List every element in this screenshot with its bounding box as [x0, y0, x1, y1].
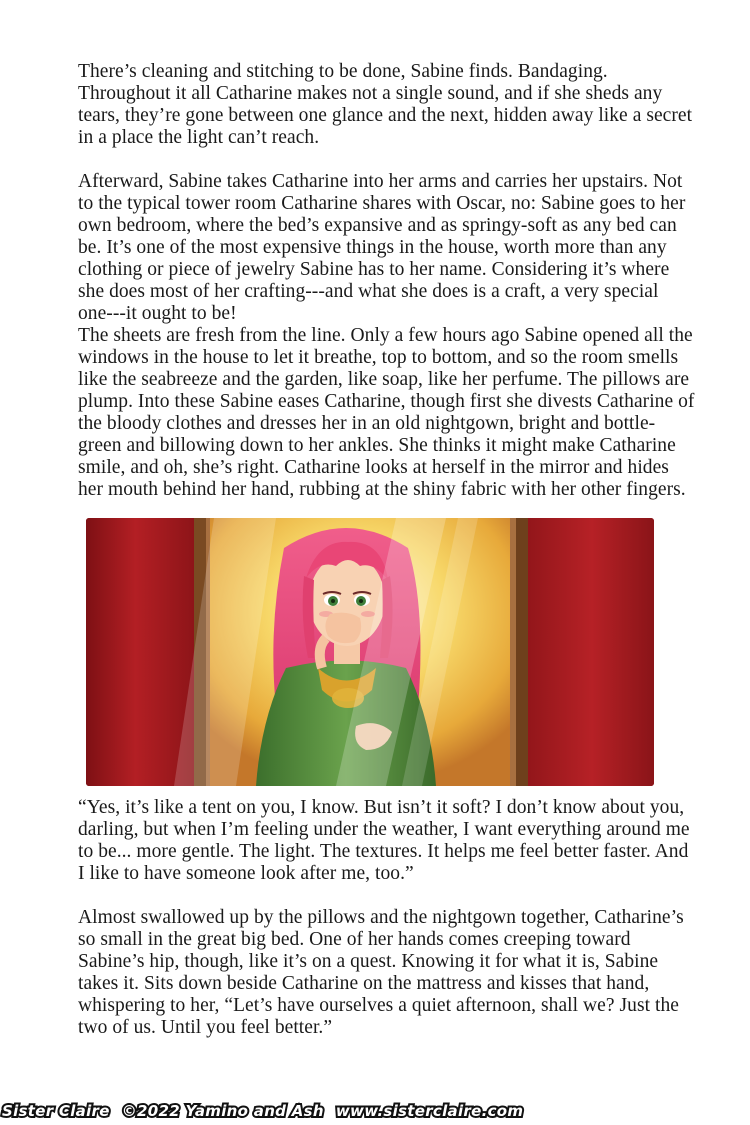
series-title: Sister Claire	[2, 1102, 110, 1120]
mirror-illustration-art	[86, 518, 654, 786]
mirror-illustration	[86, 518, 654, 786]
paragraph-1: There’s cleaning and stitching to be done, Sabine finds. Bandaging. Throughout it all Catharine makes not a single sound, and if she sheds any tears, they’re gone between one glance and the next, hidden away like a secret in a place the light can’t reach.	[78, 61, 693, 148]
paragraph-2: Afterward, Sabine takes Catharine into her arms and carries her upstairs. Not to the typical tower room Catharine shares with Oscar, no: Sabine goes to her own bedroom, where the bed’s expansive and as springy-soft as any bed can be. It’s one of the most expensive things in the house, worth more than any clothing or piece of jewelry Sabine has to her name. Considering it’s where she does most of her crafting---and what she does is a craft, a very special one---it ought to be!	[78, 171, 686, 324]
paragraph-5: Almost swallowed up by the pillows and the nightgown together, Catharine’s so small in the great big bed. One of her hands comes creeping toward Sabine’s hip, though, like it’s on a quest. Knowing it for what it is, Sabine takes it. Sits down beside Catharine on the mattress and kisses that hand, whispering to her, “Let’s have ourselves a quiet afternoon, shall we? Just the two of us. Until you feel better.”	[78, 907, 684, 1038]
paragraph-4: “Yes, it’s like a tent on you, I know. But isn’t it soft? I don’t know about you, darling, but when I’m feeling under the weather, I want everything around me to be... more gentle. The light. The textures. It helps me feel better faster. And I like to have someone look after me, too.”	[78, 797, 690, 884]
credits-footer	[2, 1100, 523, 1122]
paragraph-3: The sheets are fresh from the line. Only a few hours ago Sabine opened all the windows in the house to let it breathe, top to bottom, and so the room smells like the seabreeze and the garden, like soap, like her perfume. The pillows are plump. Into these Sabine eases Catharine, though first she divests Catharine of the bloody clothes and dresses her in an old nightgown, bright and bottle-green and billowing down to her ankles. She thinks it might make Catharine smile, and oh, she’s right. Catharine looks at herself in the mirror and hides her mouth behind her hand, rubbing at the shiny fabric with her other fingers.	[78, 325, 695, 500]
copyright-notice: ©2022 Yamino and Ash	[121, 1102, 324, 1120]
website-url: www.sisterclaire.com	[335, 1102, 524, 1120]
